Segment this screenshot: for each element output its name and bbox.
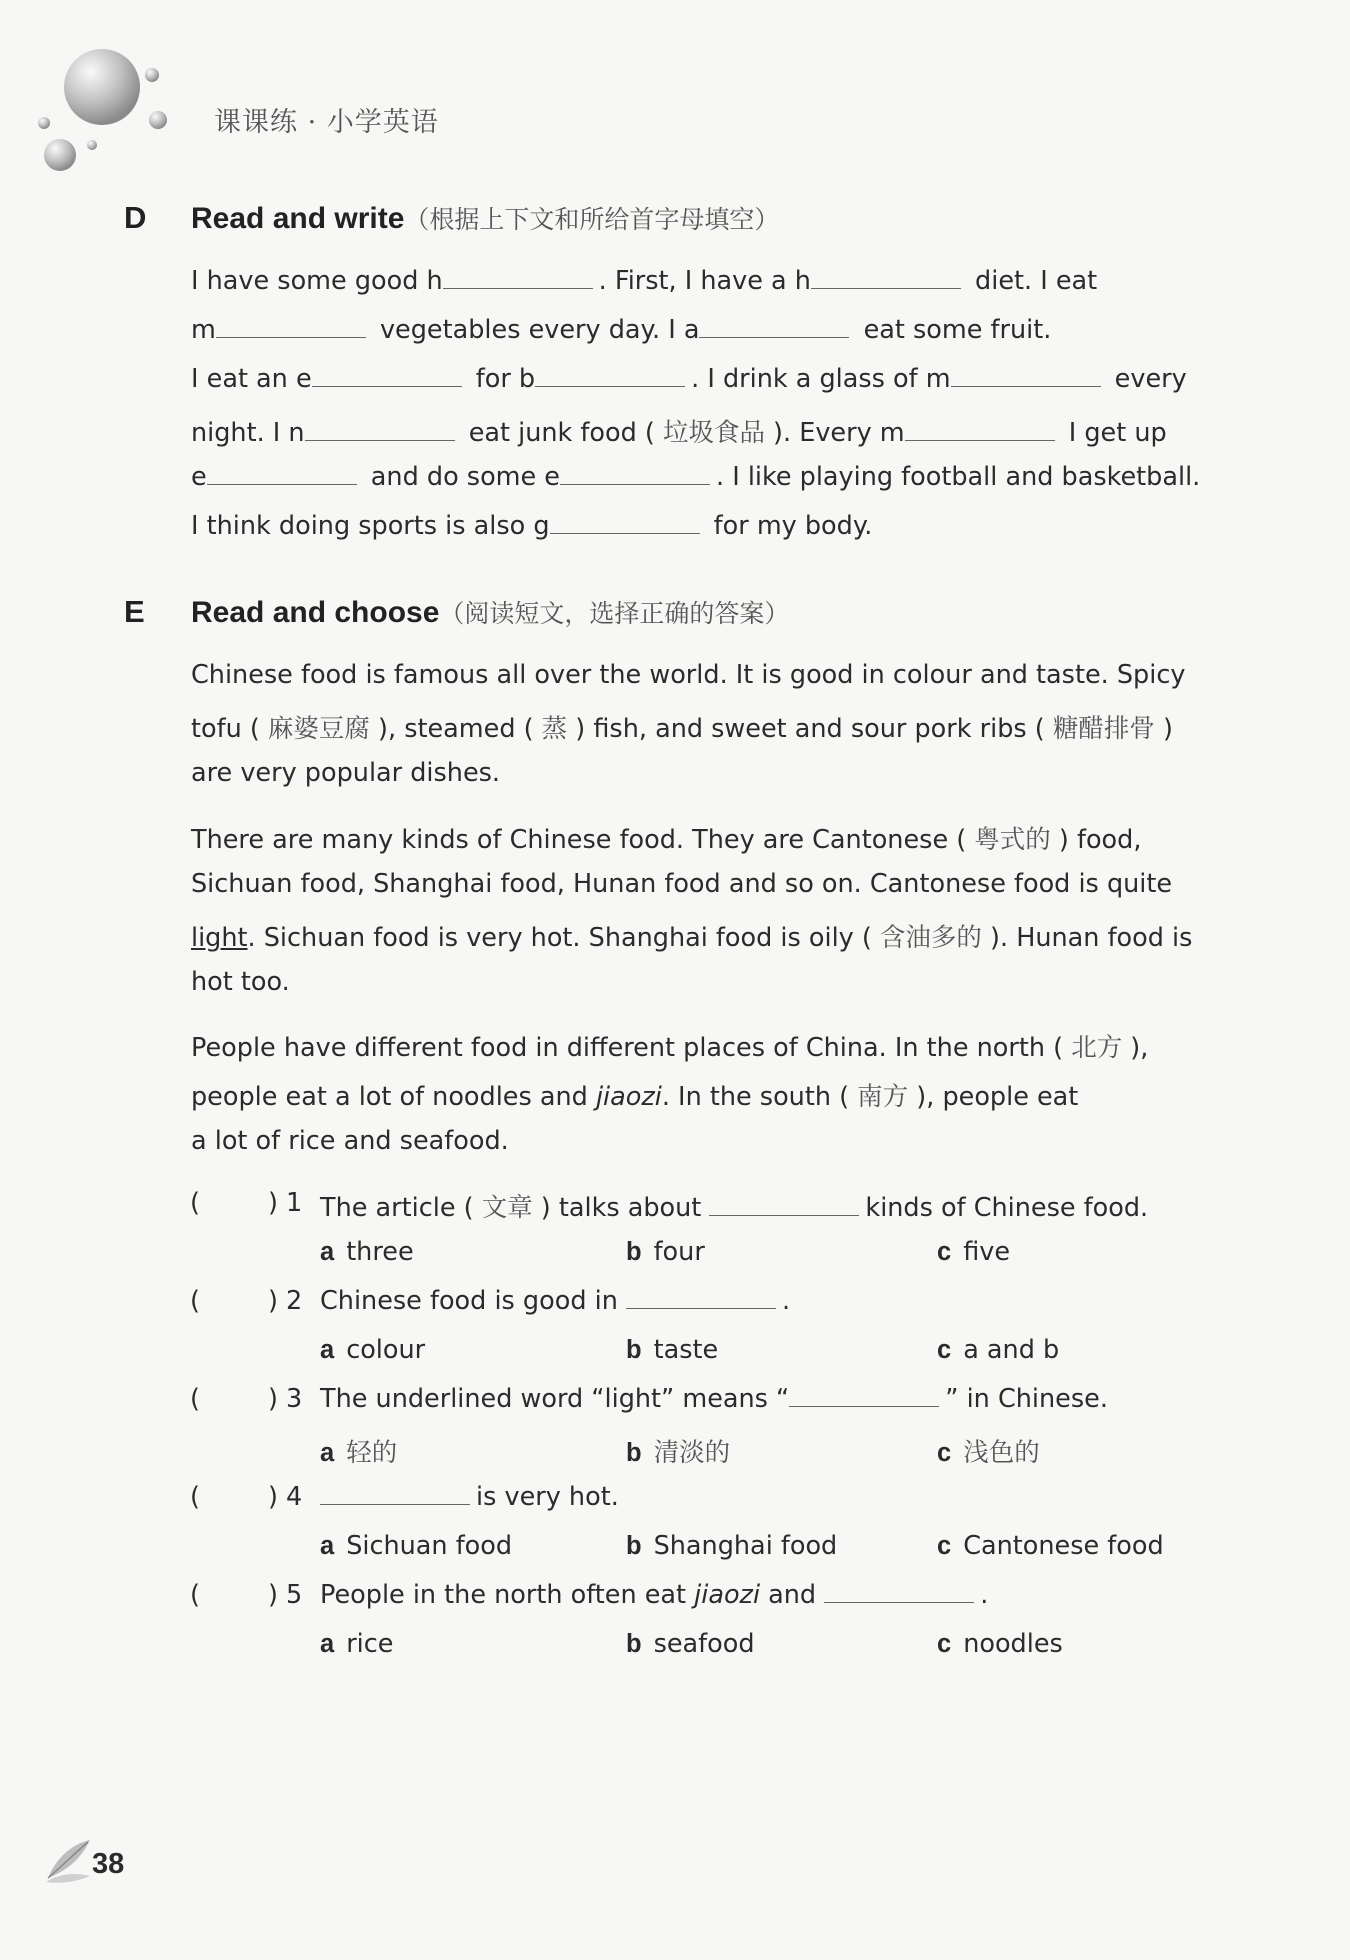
option-a[interactable] bbox=[320, 1335, 425, 1365]
e-gloss: 粤式的 bbox=[974, 825, 1051, 855]
e-p1-line-3: are very popular dishes. bbox=[191, 758, 501, 788]
q-text: and bbox=[760, 1580, 825, 1610]
question-1-text bbox=[320, 1188, 1148, 1224]
option-letter: c bbox=[937, 1532, 952, 1560]
question-number: ) 2 bbox=[268, 1286, 303, 1316]
section-d-letter: D bbox=[124, 200, 147, 235]
d-text: I get up bbox=[1060, 418, 1167, 448]
e-text: People have different food in different places of China. In the north ( bbox=[191, 1033, 1072, 1063]
e-text: . Sichuan food is very hot. Shanghai food is oily ( bbox=[247, 923, 880, 953]
q-text: . bbox=[980, 1580, 989, 1610]
section-e-title-zh: （阅读短文，选择正确的答案） bbox=[439, 599, 790, 628]
answer-paren[interactable]: ( bbox=[190, 1580, 200, 1610]
option-text: 浅色的 bbox=[963, 1438, 1040, 1468]
option-b[interactable] bbox=[626, 1531, 837, 1561]
option-letter: c bbox=[937, 1630, 952, 1658]
option-letter: a bbox=[320, 1630, 335, 1658]
e-gloss: 南方 bbox=[857, 1082, 909, 1112]
section-d-title-en: Read and write bbox=[191, 202, 405, 235]
e-p3-line-3: a lot of rice and seafood. bbox=[191, 1126, 509, 1156]
fill-blank[interactable] bbox=[443, 287, 593, 289]
e-italic: jiaozi bbox=[595, 1082, 662, 1112]
option-text: 轻的 bbox=[346, 1438, 398, 1468]
option-b[interactable] bbox=[626, 1237, 705, 1267]
q-text: The article ( bbox=[320, 1193, 482, 1223]
e-p2-line-1 bbox=[191, 820, 1141, 856]
section-d-title bbox=[191, 200, 779, 236]
option-letter: c bbox=[937, 1336, 952, 1364]
q-text: ” in Chinese. bbox=[945, 1384, 1108, 1414]
e-text: ) bbox=[1154, 714, 1173, 744]
option-text: Sichuan food bbox=[346, 1531, 513, 1561]
q-text: People in the north often eat bbox=[320, 1580, 695, 1610]
q-text: is very hot. bbox=[476, 1482, 619, 1512]
e-text: ). Hunan food is bbox=[981, 923, 1193, 953]
answer-paren[interactable]: ( bbox=[190, 1482, 200, 1512]
e-text: ), bbox=[1122, 1033, 1149, 1063]
option-a[interactable] bbox=[320, 1531, 512, 1561]
option-letter: a bbox=[320, 1336, 335, 1364]
option-text: a and b bbox=[963, 1335, 1060, 1365]
fill-blank[interactable] bbox=[626, 1307, 776, 1309]
e-text: ), steamed ( bbox=[369, 714, 542, 744]
option-c[interactable] bbox=[937, 1237, 1010, 1267]
question-number: ) 3 bbox=[268, 1384, 303, 1414]
fill-blank[interactable] bbox=[535, 385, 685, 387]
question-number: ) 1 bbox=[268, 1188, 303, 1218]
option-letter: c bbox=[937, 1238, 952, 1266]
leaf-icon bbox=[44, 1838, 94, 1884]
e-p3-line-1 bbox=[191, 1028, 1148, 1064]
option-letter: c bbox=[937, 1439, 952, 1467]
option-letter: b bbox=[626, 1439, 642, 1467]
section-e-title bbox=[191, 594, 789, 630]
e-p1-line-1: Chinese food is famous all over the world. It is good in colour and taste. Spicy bbox=[191, 660, 1186, 690]
option-text: rice bbox=[346, 1629, 394, 1659]
fill-blank[interactable] bbox=[320, 1503, 470, 1505]
fill-blank[interactable] bbox=[312, 385, 462, 387]
d-line-2 bbox=[191, 315, 1051, 345]
e-gloss: 麻婆豆腐 bbox=[267, 714, 370, 744]
option-text: Cantonese food bbox=[963, 1531, 1164, 1561]
fill-blank[interactable] bbox=[550, 532, 700, 534]
fill-blank[interactable] bbox=[560, 483, 710, 485]
option-text: three bbox=[346, 1237, 414, 1267]
e-gloss: 北方 bbox=[1071, 1033, 1123, 1063]
option-letter: a bbox=[320, 1238, 335, 1266]
section-d-title-zh: （根据上下文和所给首字母填空） bbox=[404, 205, 780, 234]
page-number: 38 bbox=[92, 1848, 125, 1880]
q-text: Chinese food is good in bbox=[320, 1286, 626, 1316]
e-gloss: 含油多的 bbox=[879, 923, 982, 953]
e-text: There are many kinds of Chinese food. They are Cantonese ( bbox=[191, 825, 975, 855]
header-title: 课课练 · 小学英语 bbox=[214, 107, 439, 138]
d-text: e bbox=[191, 462, 207, 492]
option-a[interactable] bbox=[320, 1237, 414, 1267]
fill-blank[interactable] bbox=[207, 483, 357, 485]
answer-paren[interactable]: ( bbox=[190, 1188, 200, 1218]
e-p2-line-2: Sichuan food, Shanghai food, Hunan food and so on. Cantonese food is quite bbox=[191, 869, 1173, 899]
question-3-text bbox=[320, 1384, 1108, 1414]
fill-blank[interactable] bbox=[709, 1214, 859, 1216]
e-p2-line-3 bbox=[191, 918, 1192, 954]
d-text: . I drink a glass of m bbox=[691, 364, 951, 394]
option-a[interactable] bbox=[320, 1433, 397, 1469]
d-text: I have some good h bbox=[191, 266, 443, 296]
d-text: I eat an e bbox=[191, 364, 312, 394]
d-line-6 bbox=[191, 511, 872, 541]
question-number: ) 5 bbox=[268, 1580, 303, 1610]
q-text: . bbox=[781, 1286, 791, 1316]
answer-paren[interactable]: ( bbox=[190, 1384, 200, 1414]
option-c[interactable] bbox=[937, 1335, 1059, 1365]
q-text: kinds of Chinese food. bbox=[865, 1193, 1149, 1223]
option-b[interactable] bbox=[626, 1335, 718, 1365]
d-text: for my body. bbox=[705, 511, 873, 541]
option-c[interactable] bbox=[937, 1531, 1164, 1561]
d-text: ). Every m bbox=[764, 418, 905, 448]
e-p1-line-2 bbox=[191, 709, 1173, 745]
option-letter: a bbox=[320, 1439, 335, 1467]
option-text: Shanghai food bbox=[653, 1531, 838, 1561]
d-text: diet. I eat bbox=[966, 266, 1098, 296]
e-text: ), people eat bbox=[908, 1082, 1079, 1112]
option-letter: b bbox=[626, 1630, 642, 1658]
e-text: people eat a lot of noodles and bbox=[191, 1082, 596, 1112]
option-text: seafood bbox=[653, 1629, 755, 1659]
d-line-1 bbox=[191, 266, 1097, 296]
option-a[interactable] bbox=[320, 1629, 393, 1659]
d-text: . First, I have a h bbox=[598, 266, 811, 296]
option-c[interactable] bbox=[937, 1629, 1063, 1659]
d-text: eat some fruit. bbox=[855, 315, 1052, 345]
option-text: 清淡的 bbox=[653, 1438, 731, 1468]
fill-blank[interactable] bbox=[216, 336, 366, 338]
q-text: ) talks about bbox=[532, 1193, 710, 1223]
bubbles-decoration-icon bbox=[30, 45, 180, 180]
d-text: . I like playing football and basketball. bbox=[716, 462, 1201, 492]
e-gloss: 糖醋排骨 bbox=[1052, 714, 1155, 744]
option-letter: b bbox=[626, 1238, 642, 1266]
question-2-text bbox=[320, 1286, 790, 1316]
option-letter: b bbox=[626, 1336, 642, 1364]
d-gloss: 垃圾食品 bbox=[662, 418, 765, 448]
option-text: noodles bbox=[963, 1629, 1063, 1659]
answer-paren[interactable]: ( bbox=[190, 1286, 200, 1316]
d-text: I think doing sports is also g bbox=[191, 511, 550, 541]
option-b[interactable] bbox=[626, 1433, 730, 1469]
option-text: taste bbox=[653, 1335, 719, 1365]
d-text: and do some e bbox=[362, 462, 560, 492]
e-p2-line-4: hot too. bbox=[191, 967, 290, 997]
question-4-text bbox=[320, 1482, 619, 1512]
fill-blank[interactable] bbox=[905, 439, 1055, 441]
option-c[interactable] bbox=[937, 1433, 1040, 1469]
option-letter: a bbox=[320, 1532, 335, 1560]
option-text: four bbox=[653, 1237, 705, 1267]
underlined-word: light bbox=[191, 923, 248, 953]
option-letter: b bbox=[626, 1532, 642, 1560]
q-gloss: 文章 bbox=[481, 1193, 533, 1223]
d-text: night. I n bbox=[191, 418, 305, 448]
e-text: ) fish, and sweet and sour pork ribs ( bbox=[567, 714, 1053, 744]
e-text: tofu ( bbox=[191, 714, 268, 744]
option-text: five bbox=[963, 1237, 1011, 1267]
question-number: ) 4 bbox=[268, 1482, 303, 1512]
e-text: . In the south ( bbox=[661, 1082, 858, 1112]
section-e-title-en: Read and choose bbox=[191, 596, 440, 629]
q-italic: jiaozi bbox=[694, 1580, 761, 1610]
d-text: m bbox=[191, 315, 216, 345]
d-text: vegetables every day. I a bbox=[371, 315, 700, 345]
option-text: colour bbox=[346, 1335, 426, 1365]
fill-blank[interactable] bbox=[811, 287, 961, 289]
fill-blank[interactable] bbox=[789, 1405, 939, 1407]
option-b[interactable] bbox=[626, 1629, 755, 1659]
e-text: ) food, bbox=[1050, 825, 1142, 855]
d-line-4 bbox=[191, 413, 1167, 449]
fill-blank[interactable] bbox=[305, 439, 455, 441]
d-text: for b bbox=[467, 364, 536, 394]
q-text: The underlined word “light” means “ bbox=[320, 1384, 790, 1414]
section-e-letter: E bbox=[124, 594, 145, 629]
fill-blank[interactable] bbox=[699, 336, 849, 338]
d-text: every bbox=[1106, 364, 1187, 394]
fill-blank[interactable] bbox=[951, 385, 1101, 387]
question-5-text bbox=[320, 1580, 988, 1610]
fill-blank[interactable] bbox=[824, 1601, 974, 1603]
e-gloss: 蒸 bbox=[541, 714, 568, 744]
e-p3-line-2 bbox=[191, 1077, 1078, 1113]
d-line-3 bbox=[191, 364, 1187, 394]
d-line-5 bbox=[191, 462, 1200, 492]
d-text: eat junk food ( bbox=[460, 418, 663, 448]
